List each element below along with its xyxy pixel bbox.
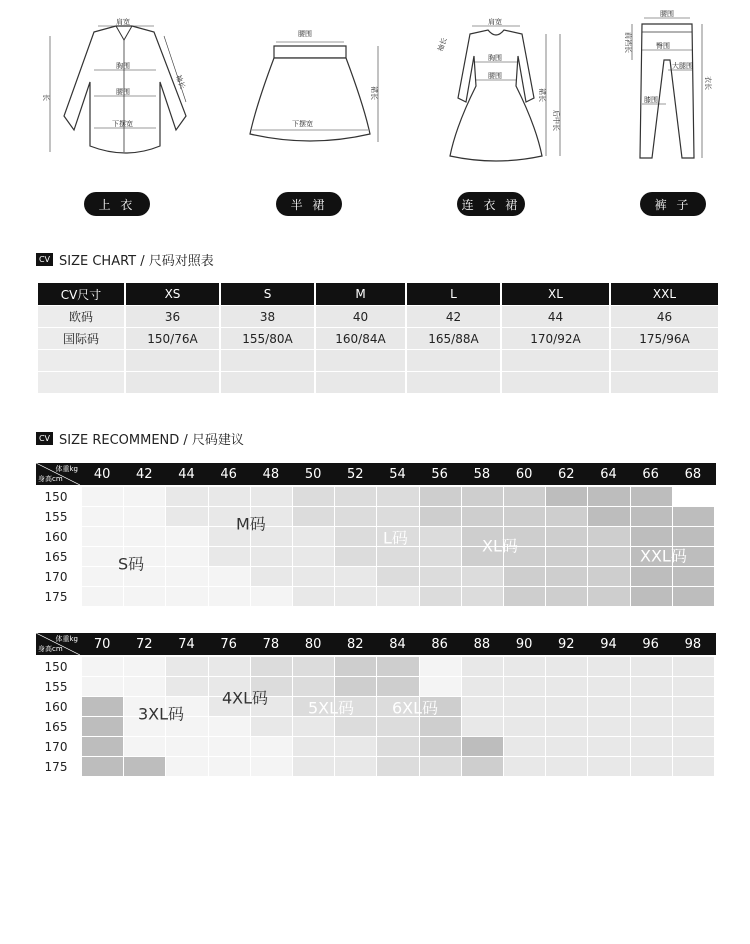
table-header: L	[407, 283, 500, 305]
grid-cell	[673, 717, 714, 736]
grid-cell	[420, 527, 461, 546]
table-row	[38, 372, 718, 393]
weight-header: 88	[473, 636, 491, 652]
skirt-label: 裙长	[370, 86, 378, 100]
grid-cell	[335, 717, 376, 736]
height-label: 155	[44, 680, 68, 694]
size-chart-table	[36, 282, 720, 394]
shirt-label: 袖长	[174, 73, 187, 90]
table-cell	[611, 350, 718, 371]
tab-dress[interactable]: 连 衣 裙	[457, 192, 525, 216]
grid-cell	[588, 507, 629, 526]
grid-cell	[251, 737, 292, 756]
grid-cell	[673, 507, 714, 526]
pants-label: 臀围	[656, 42, 670, 50]
grid-cell	[504, 487, 545, 506]
shirt-label: 肩宽	[116, 18, 130, 26]
weight-header: 48	[262, 466, 280, 482]
shirt-label: 腰围	[116, 88, 130, 96]
table-cell: 44	[502, 306, 609, 327]
grid-cell	[588, 527, 629, 546]
grid-cell	[588, 737, 629, 756]
grid-cell	[124, 507, 165, 526]
dress-label: 腰围	[488, 72, 502, 80]
grid-cell	[546, 547, 587, 566]
grid-cell	[588, 487, 629, 506]
grid-cell	[673, 757, 714, 776]
grid-cell	[588, 677, 629, 696]
grid-cell	[504, 757, 545, 776]
table-header: M	[316, 283, 405, 305]
grid-cell	[588, 697, 629, 716]
height-label: 170	[44, 740, 68, 754]
dress-label: 裙长	[538, 88, 546, 102]
size-recommend-heading	[36, 429, 244, 447]
grid-cell	[588, 717, 629, 736]
grid-cell	[82, 527, 123, 546]
grid-corner	[36, 463, 80, 485]
table-cell	[611, 372, 718, 393]
table-cell: 165/88A	[407, 328, 500, 349]
grid-cell	[209, 487, 250, 506]
grid-cell	[124, 677, 165, 696]
weight-header: 90	[515, 636, 533, 652]
pants-label: 膝围	[644, 96, 658, 104]
grid-cell	[504, 507, 545, 526]
weight-header: 98	[684, 636, 702, 652]
grid-cell	[462, 567, 503, 586]
grid-cell	[377, 677, 418, 696]
grid-cell	[251, 487, 292, 506]
pants-label: 衣长	[704, 76, 712, 90]
shirt-illustration	[36, 6, 206, 166]
corner-height-label: 身高cm	[38, 475, 63, 483]
weight-header: 70	[93, 636, 111, 652]
weight-header: 44	[178, 466, 195, 482]
weight-header: 68	[684, 466, 702, 482]
grid-cell	[124, 527, 165, 546]
grid-cell	[293, 677, 334, 696]
grid-cell	[82, 717, 123, 736]
grid-cell	[335, 507, 376, 526]
height-label: 155	[44, 510, 68, 524]
height-label: 175	[44, 590, 68, 604]
grid-cell	[82, 737, 123, 756]
table-cell	[502, 350, 609, 371]
tab-pants[interactable]: 裤 子	[640, 192, 706, 216]
grid-cell	[546, 657, 587, 676]
grid-cell	[631, 487, 672, 506]
grid-cell	[673, 737, 714, 756]
grid-cell	[251, 657, 292, 676]
grid-cell	[124, 737, 165, 756]
grid-cell	[546, 757, 587, 776]
grid-corner	[36, 633, 80, 655]
grid-cell	[251, 547, 292, 566]
weight-header: 78	[262, 636, 280, 652]
table-cell: 175/96A	[611, 328, 718, 349]
table-cell: 40	[316, 306, 405, 327]
grid-cell	[82, 507, 123, 526]
grid-cell	[377, 757, 418, 776]
dress-label: 胸围	[488, 54, 502, 62]
shirt-label: 下摆宽	[112, 120, 133, 128]
table-cell: 42	[407, 306, 500, 327]
size-chart-heading	[36, 250, 214, 268]
skirt-label: 下摆宽	[292, 120, 313, 128]
table-cell	[221, 372, 314, 393]
size-zone-label: 5XL码	[308, 698, 355, 718]
grid-cell	[209, 587, 250, 606]
grid-cell	[504, 587, 545, 606]
weight-header: 84	[389, 636, 406, 652]
weight-header: 52	[347, 466, 364, 482]
grid-cell	[293, 737, 334, 756]
grid-cell	[166, 547, 207, 566]
grid-cell	[420, 657, 461, 676]
table-cell: 160/84A	[316, 328, 405, 349]
grid-cell	[420, 717, 461, 736]
grid-cell	[673, 697, 714, 716]
grid-cell	[377, 717, 418, 736]
weight-header: 42	[136, 466, 153, 482]
grid-cell	[462, 717, 503, 736]
size-zone-label: 4XL码	[222, 688, 269, 708]
table-header: XL	[502, 283, 609, 305]
grid-cell	[420, 587, 461, 606]
height-label: 150	[44, 660, 68, 674]
grid-cell	[82, 697, 123, 716]
grid-cell	[588, 587, 629, 606]
height-label: 170	[44, 570, 68, 584]
height-label: 165	[44, 720, 68, 734]
grid-cell	[82, 677, 123, 696]
weight-header: 94	[600, 636, 617, 652]
grid-cell	[504, 567, 545, 586]
grid-cell	[251, 717, 292, 736]
grid-cell	[546, 717, 587, 736]
shirt-label: 长	[42, 94, 50, 101]
size-zone-label: S码	[118, 554, 145, 574]
grid-cell	[293, 527, 334, 546]
grid-cell	[377, 657, 418, 676]
weight-header: 62	[558, 466, 575, 482]
grid-cell	[504, 737, 545, 756]
table-cell: 36	[126, 306, 219, 327]
grid-cell	[377, 587, 418, 606]
grid-cell	[377, 507, 418, 526]
grid-cell	[82, 657, 123, 676]
grid-cell	[124, 757, 165, 776]
corner-weight-label: 体重kg	[55, 635, 78, 643]
grid-cell	[546, 527, 587, 546]
weight-header: 82	[347, 636, 364, 652]
grid-cell	[546, 567, 587, 586]
table-cell	[502, 372, 609, 393]
corner-height-label: 身高cm	[38, 645, 63, 653]
weight-header: 56	[431, 466, 448, 482]
table-cell	[38, 372, 124, 393]
grid-cell	[209, 717, 250, 736]
grid-cell	[673, 657, 714, 676]
weight-header: 86	[431, 636, 448, 652]
weight-header: 92	[558, 636, 575, 652]
grid-cell	[82, 487, 123, 506]
grid-cell	[251, 757, 292, 776]
grid-cell	[673, 587, 714, 606]
grid-cell	[588, 657, 629, 676]
grid-cell	[504, 697, 545, 716]
grid-cell	[82, 757, 123, 776]
weight-header: 66	[642, 466, 659, 482]
grid-cell	[209, 657, 250, 676]
grid-cell	[546, 587, 587, 606]
table-header: XS	[126, 283, 219, 305]
grid-cell	[166, 737, 207, 756]
grid-cell	[673, 487, 714, 506]
grid-cell	[293, 587, 334, 606]
table-cell	[126, 350, 219, 371]
grid-cell	[166, 657, 207, 676]
height-label: 165	[44, 550, 68, 564]
grid-cell	[166, 677, 207, 696]
table-cell: 38	[221, 306, 314, 327]
grid-cell	[420, 567, 461, 586]
grid-cell	[293, 487, 334, 506]
grid-cell	[377, 547, 418, 566]
grid-cell	[166, 487, 207, 506]
table-cell: 46	[611, 306, 718, 327]
grid-cell	[335, 547, 376, 566]
size-zone-label: 3XL码	[138, 704, 185, 724]
table-cell	[407, 372, 500, 393]
grid-cell	[166, 507, 207, 526]
size-chart-title: SIZE CHART / 尺码对照表	[59, 253, 214, 269]
table-header-row	[38, 283, 718, 305]
grid-cell	[504, 717, 545, 736]
grid-cell	[420, 737, 461, 756]
grid-cell	[335, 657, 376, 676]
grid-cell	[335, 587, 376, 606]
table-cell	[316, 372, 405, 393]
grid-cell	[377, 487, 418, 506]
grid-cell	[588, 547, 629, 566]
table-cell: 170/92A	[502, 328, 609, 349]
grid-cell	[546, 677, 587, 696]
dress-label: 后中长	[552, 110, 560, 131]
grid-cell	[673, 677, 714, 696]
pants-label: 腰围	[660, 10, 674, 18]
grid-cell	[124, 587, 165, 606]
grid-cell	[82, 567, 123, 586]
size-zone-label: L码	[383, 528, 408, 548]
height-label: 175	[44, 760, 68, 774]
grid-cell	[588, 757, 629, 776]
weight-header: 58	[473, 466, 491, 482]
grid-cell	[420, 547, 461, 566]
grid-cell	[631, 717, 672, 736]
grid-cell	[631, 657, 672, 676]
height-label: 160	[44, 530, 68, 544]
grid-cell	[631, 737, 672, 756]
table-cell	[221, 350, 314, 371]
weight-header: 74	[178, 636, 195, 652]
weight-header: 96	[642, 636, 659, 652]
grid-cell	[251, 587, 292, 606]
grid-cell	[166, 567, 207, 586]
grid-cell	[166, 587, 207, 606]
grid-cell	[631, 507, 672, 526]
grid-cell	[335, 737, 376, 756]
recommend-grid-2	[36, 633, 716, 776]
table-cell	[126, 372, 219, 393]
grid-cell	[462, 587, 503, 606]
table-cell	[407, 350, 500, 371]
tab-skirt[interactable]: 半 裙	[276, 192, 342, 216]
weight-header: 50	[304, 466, 322, 482]
grid-cell	[335, 527, 376, 546]
grid-cell	[82, 587, 123, 606]
grid-cell	[335, 487, 376, 506]
grid-cell	[462, 757, 503, 776]
cv-logo: CV	[36, 253, 53, 266]
table-row	[38, 350, 718, 371]
grid-cell	[673, 567, 714, 586]
dress-illustration	[420, 6, 590, 166]
grid-cell	[462, 737, 503, 756]
grid-cell	[546, 507, 587, 526]
grid-cell	[631, 697, 672, 716]
height-label: 150	[44, 490, 68, 504]
size-zone-label: XXL码	[640, 546, 687, 566]
weight-header: 46	[220, 466, 237, 482]
grid-cell	[462, 487, 503, 506]
table-header: CV尺寸	[38, 283, 124, 305]
table-cell: 国际码	[38, 328, 124, 349]
table-cell: 150/76A	[126, 328, 219, 349]
table-cell: 155/80A	[221, 328, 314, 349]
grid-cell	[82, 547, 123, 566]
grid-cell	[209, 737, 250, 756]
grid-cell	[588, 567, 629, 586]
grid-cell	[209, 757, 250, 776]
grid-cell	[166, 757, 207, 776]
grid-cell	[293, 757, 334, 776]
corner-weight-label: 体重kg	[55, 465, 78, 473]
grid-cell	[209, 567, 250, 586]
grid-cell	[504, 677, 545, 696]
grid-cell	[420, 757, 461, 776]
weight-header: 64	[600, 466, 617, 482]
grid-cell	[166, 527, 207, 546]
weight-header: 76	[220, 636, 237, 652]
weight-header: 80	[304, 636, 322, 652]
grid-cell	[293, 717, 334, 736]
table-row	[38, 306, 718, 327]
table-cell	[316, 350, 405, 371]
grid-cell	[335, 757, 376, 776]
grid-cell	[377, 737, 418, 756]
grid-cell	[462, 677, 503, 696]
skirt-label: 腰围	[298, 30, 312, 38]
skirt-illustration	[236, 6, 406, 166]
table-cell: 欧码	[38, 306, 124, 327]
grid-cell	[293, 547, 334, 566]
grid-cell	[462, 657, 503, 676]
size-zone-label: XL码	[482, 536, 518, 556]
grid-cell	[293, 657, 334, 676]
grid-cell	[631, 757, 672, 776]
dress-label: 袖长	[436, 36, 449, 53]
pants-label: 前裆长	[624, 32, 632, 53]
grid-cell	[124, 487, 165, 506]
table-cell	[38, 350, 124, 371]
weight-header: 72	[136, 636, 153, 652]
table-header: S	[221, 283, 314, 305]
grid-cell	[209, 547, 250, 566]
height-label: 160	[44, 700, 68, 714]
weight-header: 40	[93, 466, 111, 482]
grid-cell	[251, 567, 292, 586]
grid-cell	[462, 697, 503, 716]
grid-cell	[504, 657, 545, 676]
pants-illustration	[586, 6, 750, 166]
grid-cell	[420, 487, 461, 506]
dress-label: 肩宽	[488, 18, 502, 26]
grid-cell	[631, 567, 672, 586]
grid-cell	[462, 507, 503, 526]
size-recommend-title: SIZE RECOMMEND / 尺码建议	[59, 432, 244, 448]
grid-cell	[335, 567, 376, 586]
grid-cell	[631, 587, 672, 606]
cv-logo: CV	[36, 432, 53, 445]
size-zone-label: 6XL码	[392, 698, 439, 718]
grid-cell	[377, 567, 418, 586]
grid-cell	[335, 677, 376, 696]
grid-cell	[546, 697, 587, 716]
grid-cell	[631, 677, 672, 696]
size-zone-label: M码	[236, 514, 266, 534]
grid-cell	[293, 507, 334, 526]
pants-label: 大腿围	[672, 62, 693, 70]
grid-cell	[420, 507, 461, 526]
grid-cell	[124, 657, 165, 676]
grid-cell	[546, 487, 587, 506]
shirt-label: 胸围	[116, 62, 130, 70]
recommend-grid-1	[36, 463, 716, 606]
table-row	[38, 328, 718, 349]
grid-cell	[546, 737, 587, 756]
table-header: XXL	[611, 283, 718, 305]
grid-cell	[420, 677, 461, 696]
grid-cell	[293, 567, 334, 586]
tab-shirt[interactable]: 上 衣	[84, 192, 150, 216]
weight-header: 60	[515, 466, 533, 482]
weight-header: 54	[389, 466, 406, 482]
